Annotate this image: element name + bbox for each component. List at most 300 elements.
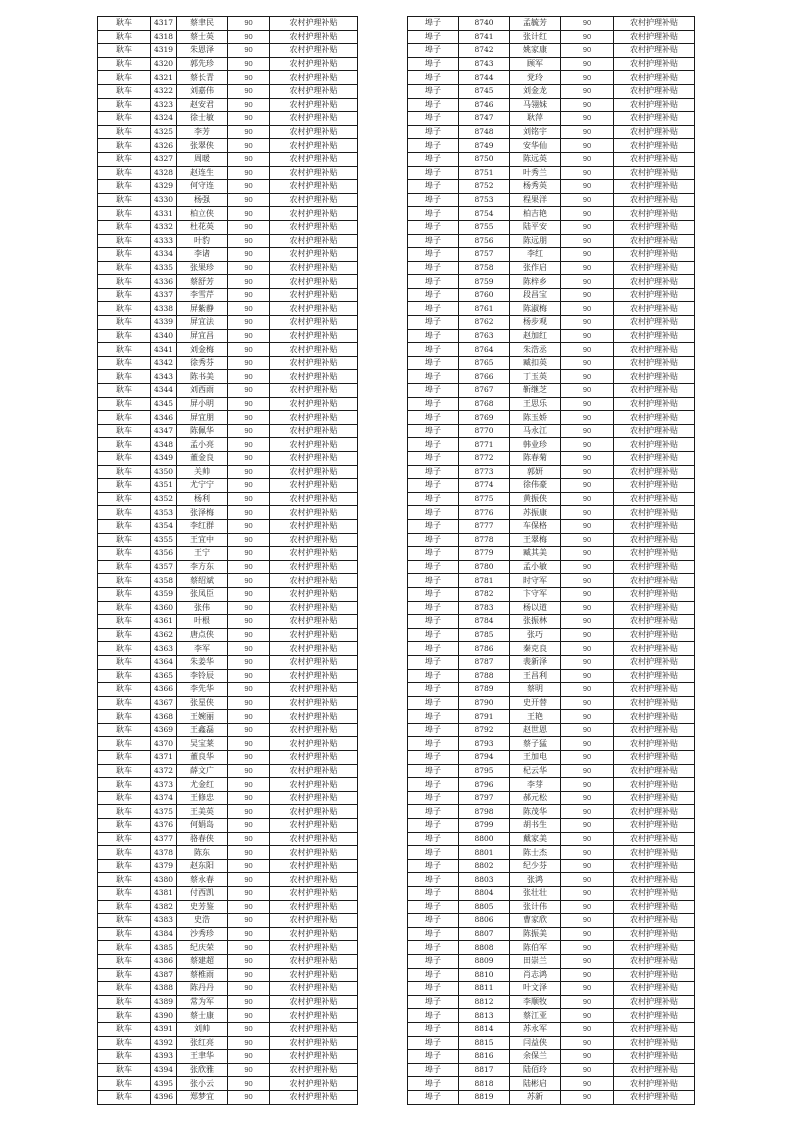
village-cell: 耿车 [98, 995, 151, 1009]
category-cell: 农村护理补贴 [614, 492, 695, 506]
number-cell: 4366 [151, 683, 177, 697]
name-cell: 陈振美 [510, 927, 561, 941]
amount-cell: 90 [561, 982, 614, 996]
number-cell: 8808 [459, 941, 510, 955]
amount-cell: 90 [561, 411, 614, 425]
table-row [98, 887, 358, 901]
name-cell: 张泽梅 [177, 506, 228, 520]
village-cell: 耿车 [98, 941, 151, 955]
table-row [408, 356, 695, 370]
amount-cell: 90 [228, 370, 270, 384]
village-cell: 耿车 [98, 859, 151, 873]
number-cell: 8742 [459, 44, 510, 58]
number-cell: 4394 [151, 1063, 177, 1077]
amount-cell: 90 [228, 193, 270, 207]
village-cell: 埠子 [408, 397, 459, 411]
village-cell: 埠子 [408, 954, 459, 968]
amount-cell: 90 [561, 601, 614, 615]
amount-cell: 90 [561, 139, 614, 153]
number-cell: 8807 [459, 927, 510, 941]
name-cell: 朱浩丞 [510, 343, 561, 357]
name-cell: 王翠梅 [510, 533, 561, 547]
name-cell: 王鑫磊 [177, 723, 228, 737]
category-cell: 农村护理补贴 [614, 764, 695, 778]
village-cell: 埠子 [408, 519, 459, 533]
category-cell: 农村护理补贴 [270, 587, 358, 601]
name-cell: 田崇兰 [510, 954, 561, 968]
name-cell: 陈丹丹 [177, 982, 228, 996]
number-cell: 8767 [459, 384, 510, 398]
amount-cell: 90 [228, 479, 270, 493]
table-row [408, 370, 695, 384]
table-row [98, 139, 358, 153]
name-cell: 陈书美 [177, 370, 228, 384]
category-cell: 农村护理补贴 [270, 1050, 358, 1064]
category-cell: 农村护理补贴 [270, 805, 358, 819]
village-cell: 耿车 [98, 669, 151, 683]
name-cell: 卞守军 [510, 587, 561, 601]
amount-cell: 90 [228, 683, 270, 697]
amount-cell: 90 [561, 655, 614, 669]
name-cell: 沙秀珍 [177, 927, 228, 941]
number-cell: 8763 [459, 329, 510, 343]
name-cell: 黄振侠 [510, 492, 561, 506]
name-cell: 孟毓芳 [510, 17, 561, 31]
number-cell: 4371 [151, 751, 177, 765]
village-cell: 埠子 [408, 261, 459, 275]
amount-cell: 90 [561, 1050, 614, 1064]
category-cell: 农村护理补贴 [614, 982, 695, 996]
category-cell: 农村护理补贴 [614, 1090, 695, 1104]
village-cell: 埠子 [408, 112, 459, 126]
name-cell: 王修忠 [177, 791, 228, 805]
number-cell: 8811 [459, 982, 510, 996]
amount-cell: 90 [228, 533, 270, 547]
village-cell: 耿车 [98, 17, 151, 31]
name-cell: 臧其美 [510, 547, 561, 561]
category-cell: 农村护理补贴 [270, 560, 358, 574]
name-cell: 丁玉英 [510, 370, 561, 384]
category-cell: 农村护理补贴 [270, 193, 358, 207]
category-cell: 农村护理补贴 [614, 180, 695, 194]
village-cell: 耿车 [98, 615, 151, 629]
name-cell: 张计红 [510, 30, 561, 44]
name-cell: 赵连生 [177, 166, 228, 180]
name-cell: 陆平安 [510, 220, 561, 234]
table-row [408, 805, 695, 819]
village-cell: 耿车 [98, 1036, 151, 1050]
name-cell: 屏宜朋 [177, 411, 228, 425]
table-row [98, 1022, 358, 1036]
village-cell: 埠子 [408, 1077, 459, 1091]
amount-cell: 90 [561, 927, 614, 941]
name-cell: 朱恩泽 [177, 44, 228, 58]
category-cell: 农村护理补贴 [270, 166, 358, 180]
table-row [98, 642, 358, 656]
village-cell: 埠子 [408, 17, 459, 31]
village-cell: 耿车 [98, 1050, 151, 1064]
number-cell: 4327 [151, 152, 177, 166]
number-cell: 8812 [459, 995, 510, 1009]
amount-cell: 90 [561, 234, 614, 248]
name-cell: 叶文泽 [510, 982, 561, 996]
village-cell: 埠子 [408, 587, 459, 601]
category-cell: 农村护理补贴 [270, 424, 358, 438]
amount-cell: 90 [228, 791, 270, 805]
amount-cell: 90 [228, 384, 270, 398]
category-cell: 农村护理补贴 [614, 44, 695, 58]
name-cell: 秦克良 [510, 642, 561, 656]
name-cell: 蔡明 [510, 683, 561, 697]
name-cell: 唐点侠 [177, 628, 228, 642]
number-cell: 4370 [151, 737, 177, 751]
category-cell: 农村护理补贴 [270, 248, 358, 262]
number-cell: 8813 [459, 1009, 510, 1023]
category-cell: 农村护理补贴 [614, 941, 695, 955]
amount-cell: 90 [228, 288, 270, 302]
table-row [98, 30, 358, 44]
village-cell: 耿车 [98, 710, 151, 724]
name-cell: 王思乐 [510, 397, 561, 411]
name-cell: 曹家欣 [510, 914, 561, 928]
amount-cell: 90 [228, 968, 270, 982]
category-cell: 农村护理补贴 [270, 261, 358, 275]
category-cell: 农村护理补贴 [270, 723, 358, 737]
name-cell: 陈远英 [510, 152, 561, 166]
table-row [408, 343, 695, 357]
village-cell: 埠子 [408, 275, 459, 289]
number-cell: 4391 [151, 1022, 177, 1036]
amount-cell: 90 [228, 628, 270, 642]
table-row [98, 805, 358, 819]
name-cell: 李芳 [177, 125, 228, 139]
category-cell: 农村护理补贴 [270, 275, 358, 289]
number-cell: 4351 [151, 479, 177, 493]
name-cell: 赵东阳 [177, 859, 228, 873]
amount-cell: 90 [228, 261, 270, 275]
amount-cell: 90 [561, 628, 614, 642]
name-cell: 叶根 [177, 615, 228, 629]
amount-cell: 90 [228, 152, 270, 166]
village-cell: 耿车 [98, 316, 151, 330]
name-cell: 张果珍 [177, 261, 228, 275]
village-cell: 耿车 [98, 207, 151, 221]
name-cell: 陈茂华 [510, 805, 561, 819]
number-cell: 4332 [151, 220, 177, 234]
table-row [408, 547, 695, 561]
table-row [98, 737, 358, 751]
number-cell: 8741 [459, 30, 510, 44]
amount-cell: 90 [228, 655, 270, 669]
amount-cell: 90 [228, 601, 270, 615]
village-cell: 耿车 [98, 628, 151, 642]
subsidy-table-right [407, 16, 695, 1105]
village-cell: 埠子 [408, 859, 459, 873]
name-cell: 余保兰 [510, 1050, 561, 1064]
name-cell: 郝元松 [510, 791, 561, 805]
table-row [98, 180, 358, 194]
amount-cell: 90 [561, 125, 614, 139]
name-cell: 叶豹 [177, 234, 228, 248]
name-cell: 张凤臣 [177, 587, 228, 601]
table-row [98, 696, 358, 710]
category-cell: 农村护理补贴 [614, 574, 695, 588]
village-cell: 埠子 [408, 1009, 459, 1023]
category-cell: 农村护理补贴 [270, 519, 358, 533]
number-cell: 4387 [151, 968, 177, 982]
number-cell: 4334 [151, 248, 177, 262]
village-cell: 耿车 [98, 805, 151, 819]
category-cell: 农村护理补贴 [270, 479, 358, 493]
table-row [408, 302, 695, 316]
village-cell: 埠子 [408, 356, 459, 370]
category-cell: 农村护理补贴 [614, 791, 695, 805]
name-cell: 朱姜华 [177, 655, 228, 669]
name-cell: 段昌宝 [510, 288, 561, 302]
table-row [98, 1077, 358, 1091]
village-cell: 埠子 [408, 438, 459, 452]
table-row [98, 900, 358, 914]
name-cell: 陈梓乡 [510, 275, 561, 289]
name-cell: 杞云华 [510, 764, 561, 778]
village-cell: 耿车 [98, 370, 151, 384]
table-row [98, 819, 358, 833]
village-cell: 埠子 [408, 1063, 459, 1077]
name-cell: 柏立侠 [177, 207, 228, 221]
village-cell: 耿车 [98, 601, 151, 615]
category-cell: 农村护理补贴 [614, 207, 695, 221]
name-cell: 马永江 [510, 424, 561, 438]
category-cell: 农村护理补贴 [614, 873, 695, 887]
village-cell: 埠子 [408, 805, 459, 819]
name-cell: 王艳 [510, 710, 561, 724]
number-cell: 4355 [151, 533, 177, 547]
number-cell: 8748 [459, 125, 510, 139]
amount-cell: 90 [228, 180, 270, 194]
name-cell: 李铃辰 [177, 669, 228, 683]
name-cell: 陈东 [177, 846, 228, 860]
category-cell: 农村护理补贴 [270, 139, 358, 153]
category-cell: 农村护理补贴 [270, 873, 358, 887]
amount-cell: 90 [228, 316, 270, 330]
village-cell: 埠子 [408, 98, 459, 112]
category-cell: 农村护理补贴 [614, 384, 695, 398]
name-cell: 杨步观 [510, 316, 561, 330]
number-cell: 4323 [151, 98, 177, 112]
category-cell: 农村护理补贴 [614, 642, 695, 656]
amount-cell: 90 [561, 751, 614, 765]
table-row [408, 1009, 695, 1023]
number-cell: 8814 [459, 1022, 510, 1036]
village-cell: 埠子 [408, 479, 459, 493]
number-cell: 8802 [459, 859, 510, 873]
village-cell: 埠子 [408, 452, 459, 466]
table-row [408, 207, 695, 221]
category-cell: 农村护理补贴 [614, 343, 695, 357]
table-row [408, 655, 695, 669]
village-cell: 埠子 [408, 751, 459, 765]
amount-cell: 90 [561, 316, 614, 330]
name-cell: 尤金红 [177, 778, 228, 792]
category-cell: 农村护理补贴 [614, 669, 695, 683]
name-cell: 李芽 [510, 778, 561, 792]
table-row [408, 57, 695, 71]
table-row [98, 506, 358, 520]
number-cell: 8796 [459, 778, 510, 792]
table-row [98, 968, 358, 982]
category-cell: 农村护理补贴 [614, 57, 695, 71]
number-cell: 8810 [459, 968, 510, 982]
number-cell: 8788 [459, 669, 510, 683]
table-row [408, 696, 695, 710]
amount-cell: 90 [561, 84, 614, 98]
number-cell: 4377 [151, 832, 177, 846]
category-cell: 农村护理补贴 [614, 751, 695, 765]
number-cell: 8797 [459, 791, 510, 805]
category-cell: 农村护理补贴 [270, 819, 358, 833]
number-cell: 8740 [459, 17, 510, 31]
village-cell: 耿车 [98, 356, 151, 370]
table-row [98, 751, 358, 765]
table-row [408, 859, 695, 873]
village-cell: 耿车 [98, 587, 151, 601]
number-cell: 4393 [151, 1050, 177, 1064]
category-cell: 农村护理补贴 [270, 737, 358, 751]
table-row [408, 995, 695, 1009]
number-cell: 4339 [151, 316, 177, 330]
village-cell: 埠子 [408, 628, 459, 642]
table-row [408, 139, 695, 153]
amount-cell: 90 [561, 479, 614, 493]
table-row [408, 397, 695, 411]
name-cell: 孟小敏 [510, 560, 561, 574]
amount-cell: 90 [561, 873, 614, 887]
name-cell: 陈远朋 [510, 234, 561, 248]
category-cell: 农村护理补贴 [614, 954, 695, 968]
table-row [98, 452, 358, 466]
category-cell: 农村护理补贴 [614, 900, 695, 914]
amount-cell: 90 [228, 615, 270, 629]
table-row [98, 914, 358, 928]
village-cell: 埠子 [408, 737, 459, 751]
name-cell: 董金良 [177, 452, 228, 466]
village-cell: 埠子 [408, 941, 459, 955]
number-cell: 8758 [459, 261, 510, 275]
village-cell: 耿车 [98, 764, 151, 778]
name-cell: 陈淑梅 [510, 302, 561, 316]
village-cell: 耿车 [98, 343, 151, 357]
table-row [408, 424, 695, 438]
table-row [408, 954, 695, 968]
table-row [98, 574, 358, 588]
amount-cell: 90 [561, 954, 614, 968]
amount-cell: 90 [561, 152, 614, 166]
table-row [408, 479, 695, 493]
village-cell: 埠子 [408, 248, 459, 262]
table-row [98, 601, 358, 615]
amount-cell: 90 [561, 465, 614, 479]
number-cell: 8772 [459, 452, 510, 466]
number-cell: 8809 [459, 954, 510, 968]
table-row [98, 778, 358, 792]
table-row [408, 887, 695, 901]
number-cell: 8818 [459, 1077, 510, 1091]
amount-cell: 90 [228, 57, 270, 71]
category-cell: 农村护理补贴 [270, 506, 358, 520]
number-cell: 4357 [151, 560, 177, 574]
village-cell: 埠子 [408, 84, 459, 98]
village-cell: 耿车 [98, 927, 151, 941]
name-cell: 杨秀英 [510, 180, 561, 194]
category-cell: 农村护理补贴 [614, 1050, 695, 1064]
amount-cell: 90 [561, 261, 614, 275]
table-row [98, 370, 358, 384]
amount-cell: 90 [561, 805, 614, 819]
village-cell: 耿车 [98, 846, 151, 860]
amount-cell: 90 [228, 887, 270, 901]
village-cell: 埠子 [408, 220, 459, 234]
amount-cell: 90 [561, 112, 614, 126]
table-row [408, 1050, 695, 1064]
category-cell: 农村护理补贴 [614, 125, 695, 139]
name-cell: 王加电 [510, 751, 561, 765]
number-cell: 4331 [151, 207, 177, 221]
village-cell: 耿车 [98, 139, 151, 153]
name-cell: 李军 [177, 642, 228, 656]
name-cell: 党玲 [510, 71, 561, 85]
amount-cell: 90 [228, 723, 270, 737]
category-cell: 农村护理补贴 [614, 832, 695, 846]
number-cell: 8785 [459, 628, 510, 642]
amount-cell: 90 [561, 764, 614, 778]
category-cell: 农村护理补贴 [614, 193, 695, 207]
table-row [408, 44, 695, 58]
amount-cell: 90 [561, 887, 614, 901]
village-cell: 耿车 [98, 1063, 151, 1077]
village-cell: 埠子 [408, 1022, 459, 1036]
amount-cell: 90 [228, 424, 270, 438]
number-cell: 8784 [459, 615, 510, 629]
table-row [98, 1009, 358, 1023]
amount-cell: 90 [228, 411, 270, 425]
number-cell: 4333 [151, 234, 177, 248]
amount-cell: 90 [561, 995, 614, 1009]
village-cell: 耿车 [98, 519, 151, 533]
table-row [98, 954, 358, 968]
amount-cell: 90 [228, 1050, 270, 1064]
name-cell: 徐秀芬 [177, 356, 228, 370]
number-cell: 4358 [151, 574, 177, 588]
name-cell: 何娟岛 [177, 819, 228, 833]
number-cell: 8786 [459, 642, 510, 656]
category-cell: 农村护理补贴 [270, 438, 358, 452]
village-cell: 耿车 [98, 397, 151, 411]
category-cell: 农村护理补贴 [270, 112, 358, 126]
table-row [408, 492, 695, 506]
village-cell: 耿车 [98, 438, 151, 452]
name-cell: 苏永军 [510, 1022, 561, 1036]
category-cell: 农村护理补贴 [270, 492, 358, 506]
village-cell: 耿车 [98, 479, 151, 493]
village-cell: 埠子 [408, 601, 459, 615]
village-cell: 耿车 [98, 560, 151, 574]
amount-cell: 90 [228, 737, 270, 751]
number-cell: 8791 [459, 710, 510, 724]
name-cell: 苏振康 [510, 506, 561, 520]
number-cell: 4392 [151, 1036, 177, 1050]
table-row [98, 316, 358, 330]
number-cell: 4337 [151, 288, 177, 302]
